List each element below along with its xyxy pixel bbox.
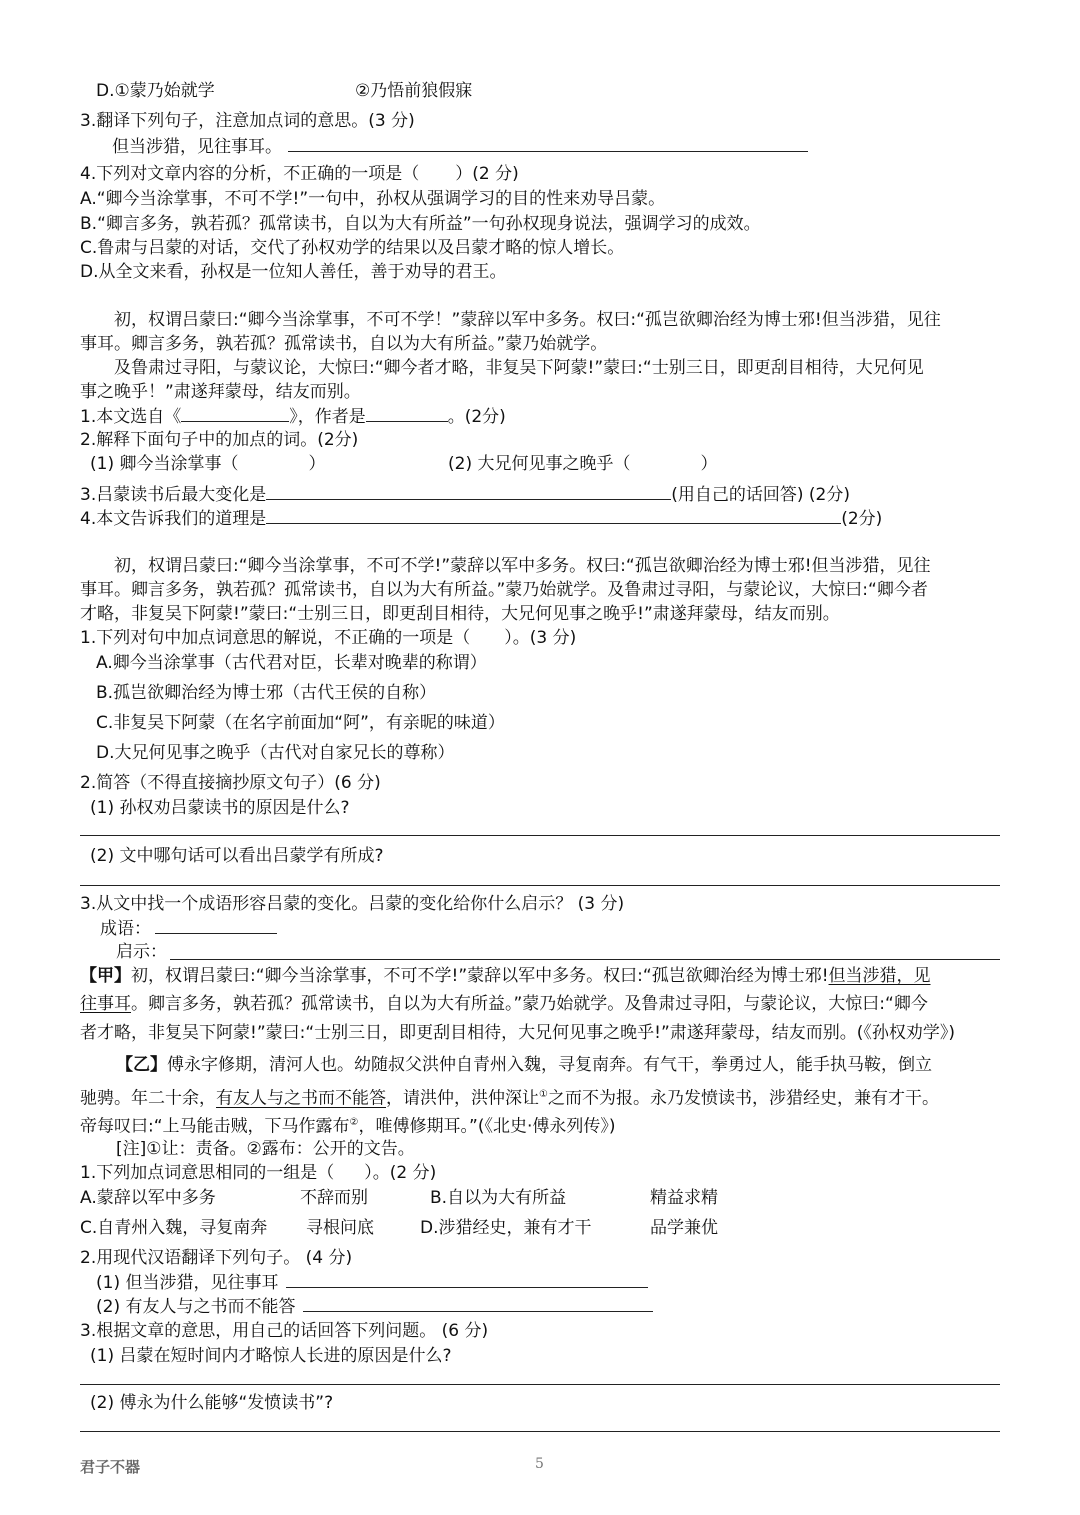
answer-line[interactable] xyxy=(80,1431,1000,1432)
idiom-blank[interactable] xyxy=(155,917,277,934)
jia-yi-question-3: 3.根据文章的意思，用自己的话回答下列问题。 (6 分) xyxy=(80,1321,489,1341)
question-3-heading: 3.翻译下列句子，注意加点词的意思。(3 分) xyxy=(80,111,415,131)
option-a-right: 不辞而别 xyxy=(300,1188,368,1208)
yi-line-2: 驰骋。年二十余，有友人与之书而不能答，请洪仲，洪仲深让①之而不为报。永乃发愤读书，涉猎经史，兼有才干。 xyxy=(80,1088,939,1109)
idiom-prompt: 成语： xyxy=(100,917,277,940)
passage-1-question-3: 3.吕蒙读书后最大变化是 (用自己的话回答) (2分) xyxy=(80,485,850,505)
option-d-2: ②乃悟前狼假寐 xyxy=(355,81,473,101)
option-b-left: B.自以为大有所益 xyxy=(430,1188,567,1208)
option-d-right: 品学兼优 xyxy=(650,1218,718,1238)
passage-2-option-a: A.卿今当涂掌事（古代君对臣，长辈对晚辈的称谓） xyxy=(96,653,487,673)
jia-yi-question-3a: (1) 吕蒙在短时间内才略惊人长进的原因是什么? xyxy=(90,1346,452,1366)
passage-2-line-1: 初，权谓吕蒙曰:“卿今当涂掌事，不可不学!”蒙辞以军中多务。权曰:“孤岂欲卿治经为博士邪!但当涉猎，见往 xyxy=(114,556,931,576)
yi-line-3: 帝每叹曰:“上马能击贼，下马作露布②，唯傅修期耳。”(《北史·傅永列传》) xyxy=(80,1116,616,1137)
passage-2-question-3: 3.从文中找一个成语形容吕蒙的变化。吕蒙的变化给你什么启示？ (3 分) xyxy=(80,894,625,914)
insight-blank[interactable] xyxy=(170,959,1000,960)
jia-line-3: 者才略，非复吴下阿蒙!”蒙曰:“士别三日，即更刮目相待，大兄何见事之晚乎!”肃遂拜蒙母，结友而别。(《孙权劝学》) xyxy=(80,1023,956,1043)
passage-1-question-2: 2.解释下面句子中的加点的词。(2分) xyxy=(80,430,359,450)
jia-yi-question-1: 1.下列加点词意思相同的一组是（ ）。(2 分) xyxy=(80,1163,437,1183)
note: [注]①让：责备。②露布：公开的文告。 xyxy=(116,1139,415,1159)
passage-2-question-2b: (2) 文中哪句话可以看出吕蒙学有所成? xyxy=(90,846,384,866)
option-c-right: 寻根问底 xyxy=(306,1218,374,1238)
question-4-option-a: A.“卿今当涂掌事，不可不学!”一句中，孙权从强调学习的目的性来劝导吕蒙。 xyxy=(80,189,666,209)
passage-1-line-1: 初，权谓吕蒙曰:“卿今当涂掌事，不可不学！”蒙辞以军中多务。权曰:“孤岂欲卿治经为博士邪!但当涉猎，见往 xyxy=(114,310,941,330)
jia-yi-question-3b: (2) 傅永为什么能够“发愤读书”? xyxy=(90,1393,334,1413)
footer-motto: 君子不器 xyxy=(80,1458,141,1476)
author-blank[interactable] xyxy=(366,405,448,422)
option-a-left: A.蒙辞以军中多务 xyxy=(80,1188,216,1208)
passage-2-question-2a: (1) 孙权劝吕蒙读书的原因是什么? xyxy=(90,798,350,818)
question-4-option-d: D.从全文来看，孙权是一位知人善任，善于劝导的君王。 xyxy=(80,262,507,282)
jia-line-1: 【甲】初，权谓吕蒙曰:“卿今当涂掌事，不可不学!”蒙辞以军中多务。权曰:“孤岂欲卿治经为博士邪!但当涉猎，见 xyxy=(80,966,931,986)
translate-2: (2) 有友人与之书而不能答 xyxy=(96,1295,653,1318)
question-4-heading: 4.下列对文章内容的分析，不正确的一项是（ ）(2 分) xyxy=(80,164,519,184)
translate-2-blank[interactable] xyxy=(303,1295,653,1312)
passage-2-question-1: 1.下列对句中加点词意思的解说，不正确的一项是（ ）。(3 分) xyxy=(80,628,577,648)
passage-2-option-d: D.大兄何见事之晚乎（古代对自家兄长的尊称） xyxy=(96,743,455,763)
translate-1-blank[interactable] xyxy=(286,1271,648,1288)
option-c-left: C.自青州入魏，寻复南奔 xyxy=(80,1218,268,1238)
passage-1-question-2a: (1) 卿今当涂掌事（ ） xyxy=(90,454,326,474)
answer-line[interactable] xyxy=(80,835,1000,836)
passage-1-line-4: 事之晚乎！”肃遂拜蒙母，结友而别。 xyxy=(80,382,361,402)
question-4-option-c: C.鲁肃与吕蒙的对话，交代了孙权劝学的结果以及吕蒙才略的惊人增长。 xyxy=(80,238,625,258)
option-d: D.①蒙乃始就学 xyxy=(96,81,215,101)
question-4-option-b: B.“卿言多务，孰若孤？孤常读书，自以为大有所益”一句孙权现身说法，强调学习的成效。 xyxy=(80,214,761,234)
option-b-right: 精益求精 xyxy=(650,1188,718,1208)
jia-line-2: 往事耳。卿言多务，孰若孤？孤常读书，自以为大有所益。”蒙乃始就学。及鲁肃过寻阳，与蒙论议，大惊曰:“卿今 xyxy=(80,994,928,1014)
yi-line-1: 【乙】傅永字修期，清河人也。幼随叔父洪仲自青州入魏，寻复南奔。有气干，拳勇过人，能手执马鞍，倒立 xyxy=(116,1055,932,1075)
page-number: 5 xyxy=(535,1456,544,1472)
book-blank[interactable] xyxy=(181,405,289,422)
translate-1: (1) 但当涉猎，见往事耳 xyxy=(96,1271,648,1294)
option-d-left: D.涉猎经史，兼有才干 xyxy=(420,1218,592,1238)
passage-2-line-2: 事耳。卿言多务，孰若孤？孤常读书，自以为大有所益。”蒙乃始就学。及鲁肃过寻阳，与蒙论议，大惊曰:“卿今者 xyxy=(80,580,928,600)
lesson-blank[interactable] xyxy=(266,507,841,524)
question-3-sentence: 但当涉猎，见往事耳。 xyxy=(112,135,808,158)
answer-line[interactable] xyxy=(80,885,1000,886)
passage-1-line-2: 事耳。卿言多务，孰若孤？孤常读书，自以为大有所益。”蒙乃始就学。 xyxy=(80,334,608,354)
passage-1-question-2b: (2) 大兄何见事之晚乎（ ） xyxy=(448,454,718,474)
passage-2-option-b: B.孤岂欲卿治经为博士邪（古代王侯的自称） xyxy=(96,683,437,703)
jia-yi-question-2: 2.用现代汉语翻译下列句子。 (4 分) xyxy=(80,1248,353,1268)
insight-prompt: 启示： xyxy=(116,942,167,962)
passage-2-line-3: 才略，非复吴下阿蒙!”蒙曰:“士别三日，即更刮目相待，大兄何见事之晚乎!”肃遂拜蒙母，结友而别。 xyxy=(80,604,840,624)
answer-line[interactable] xyxy=(80,1384,1000,1385)
answer-blank[interactable] xyxy=(288,135,808,152)
passage-1-question-4: 4.本文告诉我们的道理是 (2分) xyxy=(80,509,883,529)
change-blank[interactable] xyxy=(266,483,671,500)
passage-1-question-1: 1.本文选自《 》，作者是 。(2分) xyxy=(80,407,506,427)
passage-1-line-3: 及鲁肃过寻阳，与蒙议论，大惊曰:“卿今者才略，非复吴下阿蒙!”蒙曰:“士别三日，即更刮目相待，大兄何见 xyxy=(114,358,924,378)
passage-2-option-c: C.非复吴下阿蒙（在名字前面加“阿”，有亲昵的味道） xyxy=(96,713,505,733)
passage-2-question-2: 2.简答（不得直接摘抄原文句子）(6 分) xyxy=(80,773,381,793)
